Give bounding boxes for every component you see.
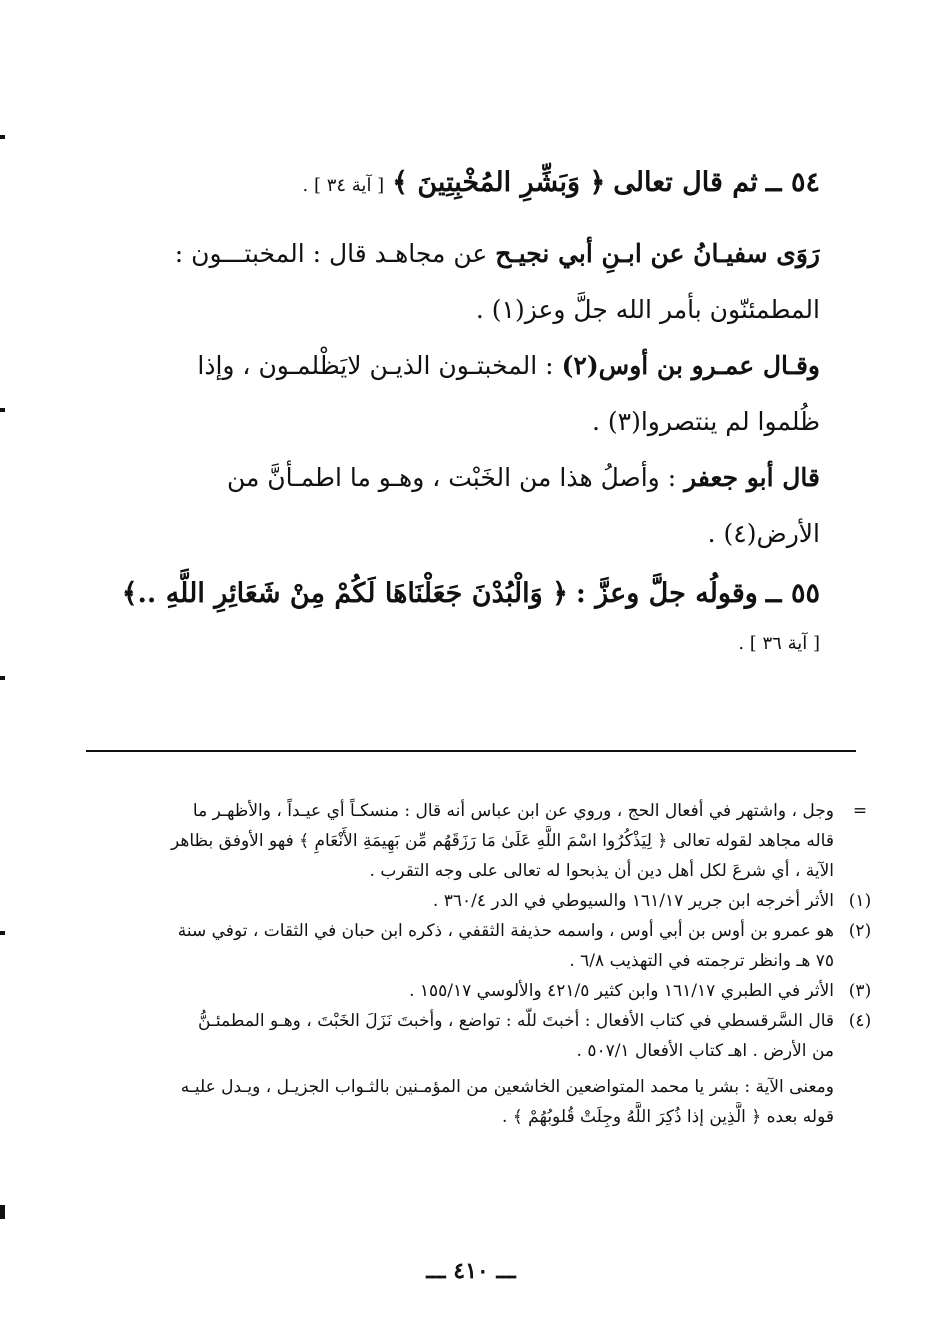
paragraph-text: ظُلموا لم ينتصروا(٣) .: [591, 407, 820, 436]
item-lead: ثم قال تعالى: [613, 167, 758, 198]
footnotes: [86, 796, 872, 1132]
scan-edge-mark: [0, 676, 5, 680]
footnote-number: (٣): [848, 981, 872, 1001]
item-number: ٥٥ ــ: [765, 578, 820, 609]
scan-edge-mark: [0, 135, 5, 139]
continuation-marker: =: [852, 801, 868, 821]
footnote-3: [86, 976, 872, 1006]
footnote-number: (٤): [848, 1011, 872, 1031]
footnote-4: [86, 1006, 872, 1066]
verse-reference: [ آية ٣٤ ] .: [302, 175, 385, 196]
paragraph-text: عن مجاهـد قال : المخبتـــون :: [174, 239, 488, 268]
footnote-line: الأثر أخرجه ابن جرير ١٦١/١٧ والسيوطي في الدر ٣٦٠/٤ .: [432, 891, 834, 911]
paragraph-sufyan: [80, 226, 820, 338]
quran-verse: ﴿ وَبَشِّرِ المُخْبِتِينَ ﴾: [392, 167, 606, 198]
footnote-line: هو عمرو بن أوس بن أبي أوس ، واسمه حذيفة الثقفي ، ذكره ابن حبان في الثقات ، توفي سنة: [177, 921, 834, 941]
page-number: ـــ ٤١٠ ـــ: [426, 1258, 516, 1284]
paragraph-text: : المخبتـون الذيـن لايَظْلمـون ، وإذا: [197, 351, 554, 380]
item-54-heading: [80, 155, 820, 214]
paragraph-text: الأرض(٤) .: [707, 519, 820, 548]
paragraph-text: المطمئنّون بأمر الله جلَّ وعز(١) .: [475, 295, 820, 324]
footnote-line: وجل ، واشتهر في أفعال الحج ، وروي عن ابن عباس أنه قال : منسكـاً أي عيـداً ، والأظهـر ما: [192, 801, 834, 821]
footnote-separator: [86, 750, 856, 752]
paragraph-text: : وأصلُ هذا من الخَبْت ، وهـو ما اطمـأنَّ من: [226, 463, 677, 492]
paragraph-amr: [80, 338, 820, 450]
scan-edge-mark: [0, 931, 5, 935]
footnote-line: قوله بعده ﴿ الَّذِين إذا ذُكِرَ اللَّهُ وجِلَتْ قُلوبُهُمْ ﴾ .: [502, 1107, 834, 1127]
narrator-name: رَوَى سفيـانُ عن ابـنِ أبي نجيـح: [495, 239, 820, 268]
footnote-line: ٧٥ هـ وانظر ترجمته في التهذيب ٦/٨ .: [569, 951, 834, 971]
footnote-line: قال السَّرقسطي في كتاب الأفعال : أخبتَ للّه : تواضع ، وأخبتَ نَزَلَ الخَبْتَ ، وهـو المطمئـنُّ: [198, 1011, 834, 1031]
quran-verse: ﴿ وَالْبُدْنَ جَعَلْنَاهَا لَكُمْ مِنْ شَعَائِرِ اللَّهِ ..﴾: [121, 578, 568, 609]
item-number: ٥٤ ــ: [765, 167, 820, 198]
footnote-line: الآية ، أي شرعَ لكل أهل دين أن يذبحوا له تعالى على وجه التقرب .: [369, 861, 834, 881]
footnote-line: من الأرض . اهـ كتاب الأفعال ٥٠٧/١ .: [576, 1041, 834, 1061]
footnote-number: (٢): [848, 921, 872, 941]
footnote-line: الأثر في الطبري ١٦١/١٧ وابن كثير ٤٢١/٥ والألوسي ١٥٥/١٧ .: [409, 981, 834, 1001]
footnote-meaning: [86, 1072, 834, 1132]
footnote-line: ومعنى الآية : بشر يا محمد المتواضعين الخاشعين من المؤمـنين بالثـواب الجزيـل ، ويـدل عليـه: [180, 1077, 834, 1097]
footnote-1: [86, 886, 872, 916]
footnote-number: (١): [848, 891, 872, 911]
footnote-continuation: [86, 796, 868, 886]
item-lead: وقولُه جلَّ وعزَّ :: [575, 578, 758, 609]
paragraph-abu-jafar: [80, 450, 820, 562]
verse-reference: [ آية ٣٦ ] .: [738, 633, 820, 654]
footnote-2: [86, 916, 872, 976]
scan-edge-mark: [0, 408, 5, 412]
narrator-name: قال أبو جعفر: [684, 463, 820, 492]
footnote-line: قاله مجاهد لقوله تعالى ﴿ لِيَذْكُرُوا اسْمَ اللَّهِ عَلَىٰ مَا رَزَقَهُم مِّن بَهِيمَةِ الأَنْعَامِ ﴾ فهو الأوفق بظاهر: [171, 831, 834, 851]
item-55-heading: [80, 566, 820, 666]
narrator-name: وقـال عمـرو بن أوس(٢): [561, 351, 820, 380]
scan-edge-mark: [0, 1205, 5, 1219]
